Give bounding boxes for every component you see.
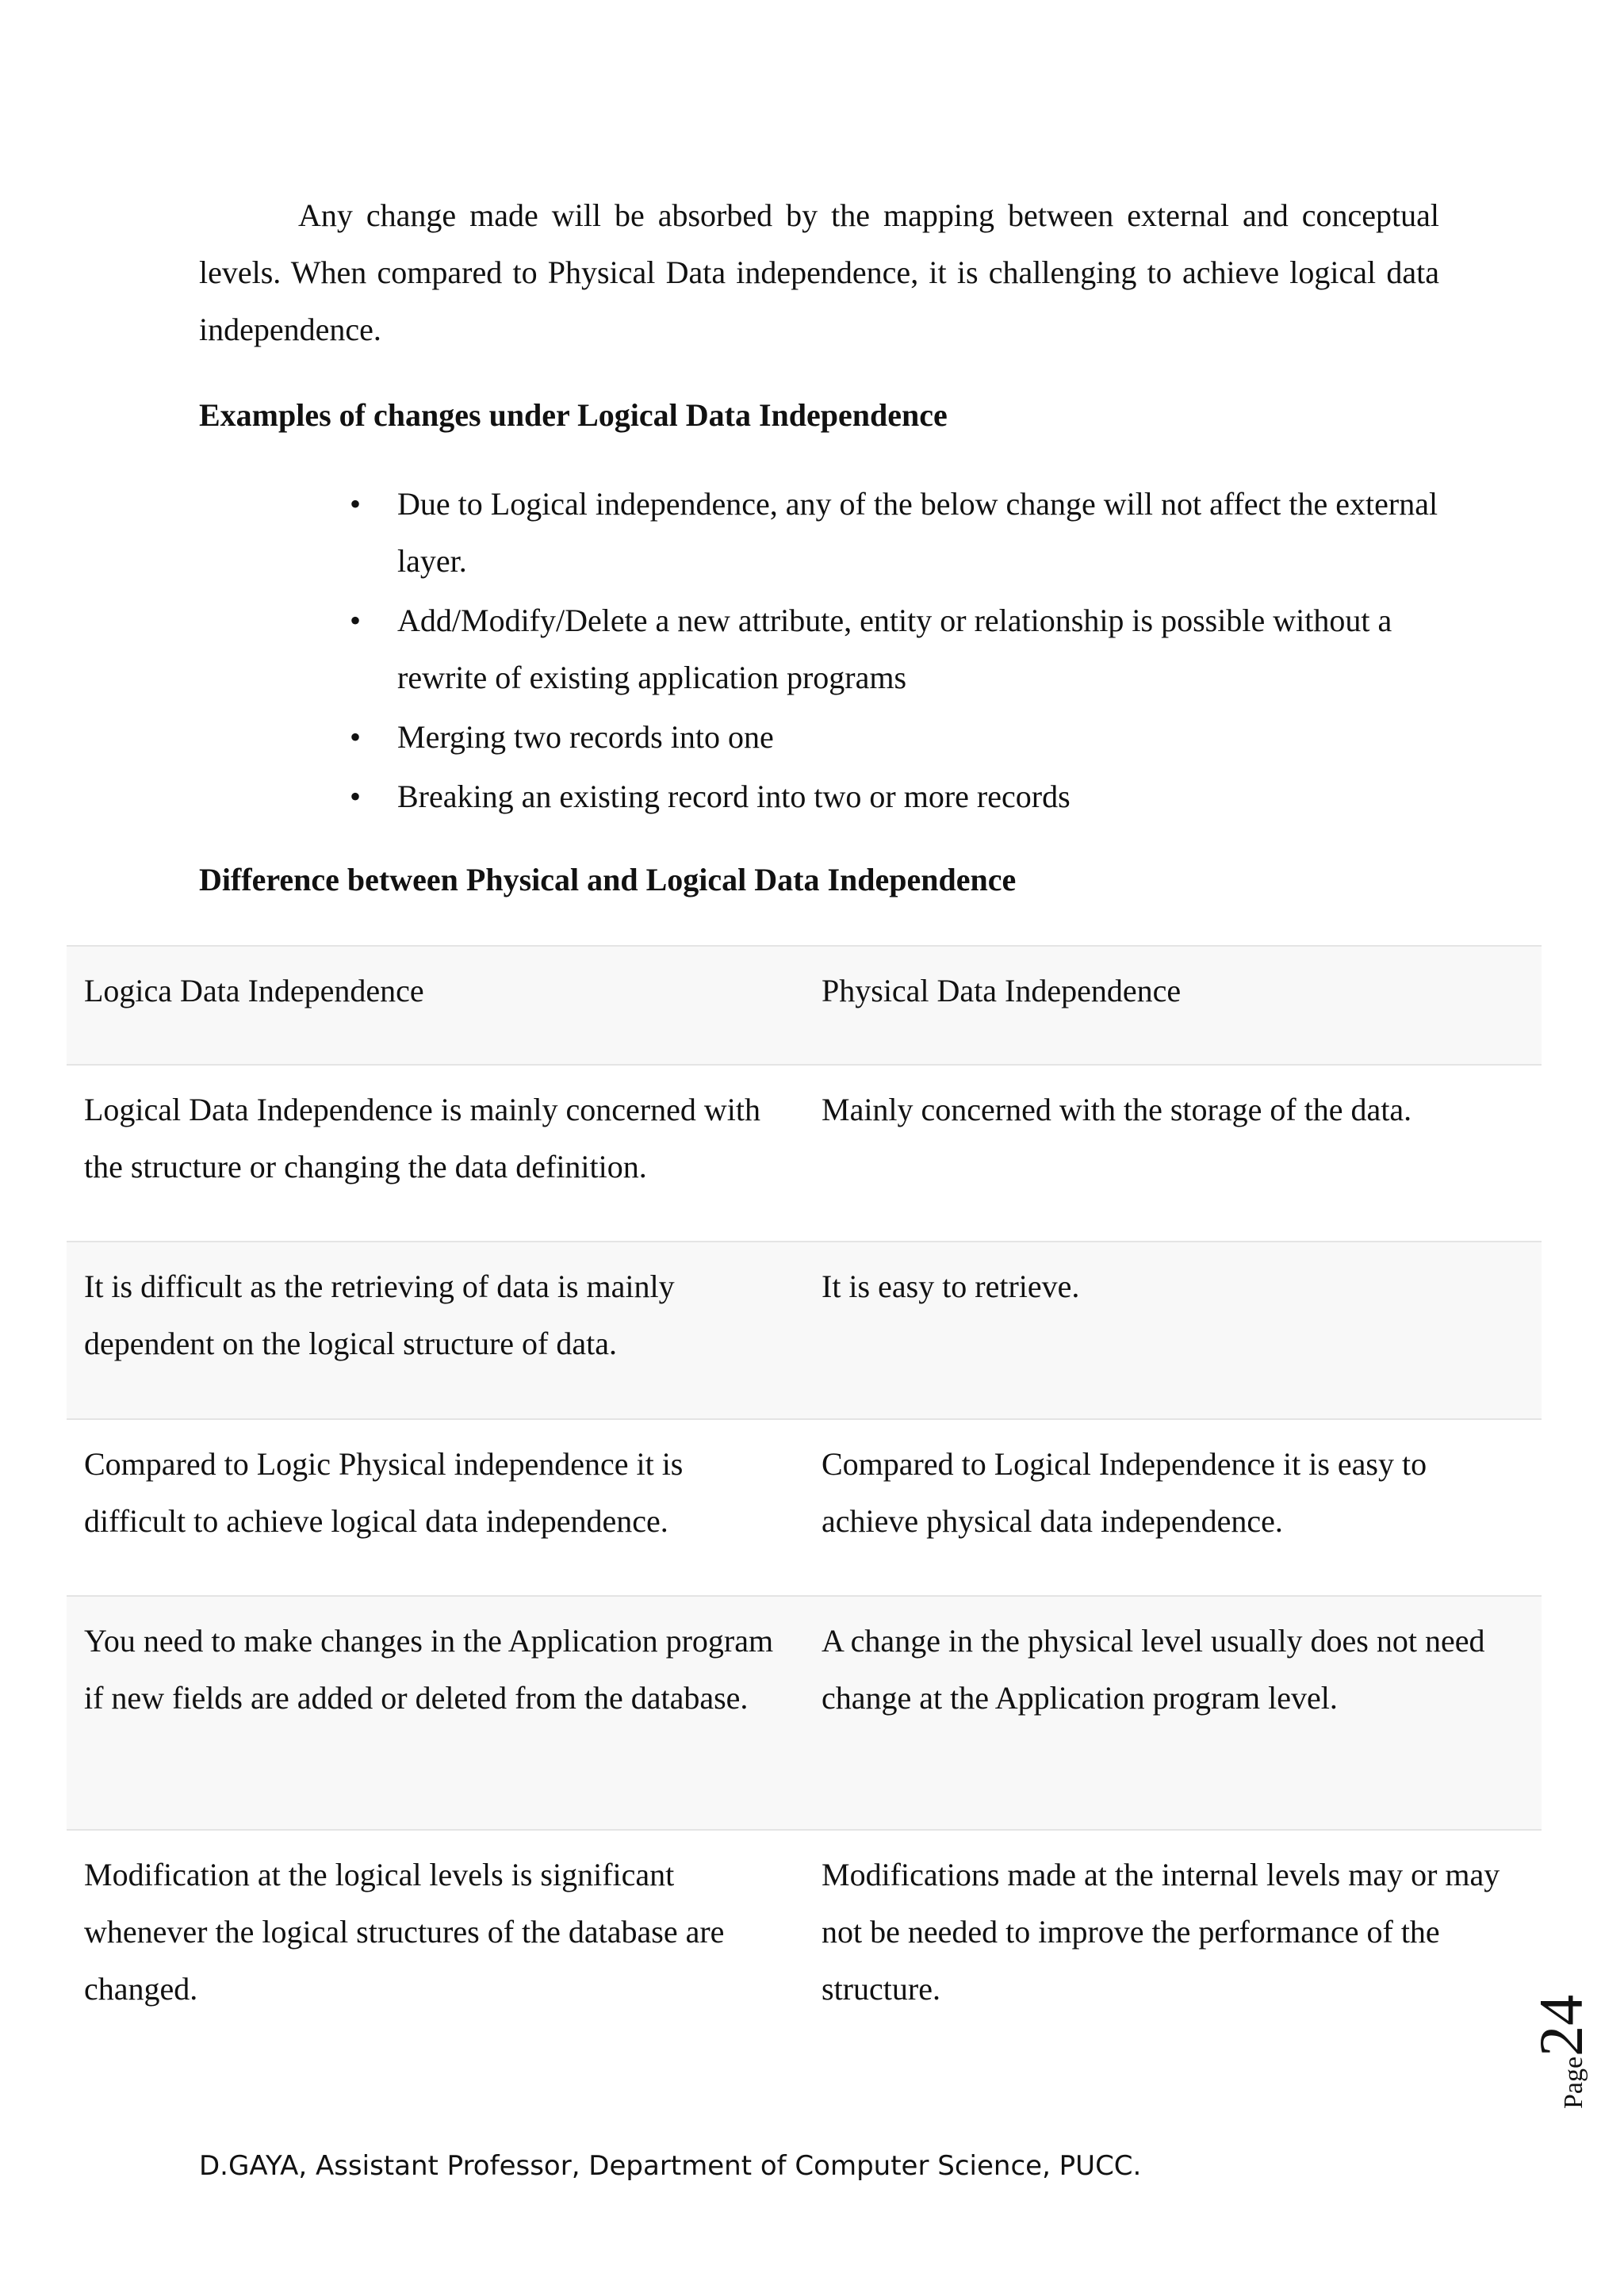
difference-heading: Difference between Physical and Logical Data Independence (199, 862, 1017, 897)
page-number: 24 (1526, 1994, 1595, 2057)
page-number-marker (1526, 1982, 1595, 2109)
list-item (199, 592, 1439, 706)
footer-text: D.GAYA, Assistant Professor, Department of Computer Science, PUCC. (199, 2150, 1142, 2182)
comparison-table (67, 945, 1542, 2052)
table-cell: Compared to Logic Physical independence it is difficult to achieve logical data independence. (67, 1419, 804, 1596)
list-item-text: Add/Modify/Delete a new attribute, entity or relationship is possible without a rewrite of existing application programs (397, 603, 1392, 695)
list-item (199, 476, 1439, 590)
table-cell: You need to make changes in the Application program if new fields are added or deleted from the database. (67, 1596, 804, 1830)
list-item (199, 768, 1439, 825)
list-item-text: Merging two records into one (397, 719, 774, 755)
bullet-icon: • (350, 779, 362, 814)
bullet-icon: • (350, 603, 362, 638)
table-cell: Compared to Logical Independence it is easy to achieve physical data independence. (804, 1419, 1542, 1596)
table-cell: It is difficult as the retrieving of data is mainly dependent on the logical structure of data. (67, 1242, 804, 1419)
intro-paragraph: Any change made will be absorbed by the mapping between external and conceptual levels. When compared to Physical Data independence, it is challenging to achieve logical data independence. (199, 197, 1439, 347)
table-cell: Modifications made at the internal levels may or may not be needed to improve the performance of the structure. (804, 1830, 1542, 2052)
table-cell: Modification at the logical levels is significant whenever the logical structures of the database are changed. (67, 1830, 804, 2052)
bullet-icon: • (350, 719, 362, 755)
examples-heading: Examples of changes under Logical Data Independence (199, 397, 948, 433)
table-row (67, 1065, 1542, 1242)
table-row (67, 1830, 1542, 2052)
table-cell: A change in the physical level usually does not need change at the Application program level. (804, 1596, 1542, 1830)
list-item-text: Due to Logical independence, any of the below change will not affect the external layer. (397, 486, 1438, 579)
table-cell: It is easy to retrieve. (804, 1242, 1542, 1419)
table-header-cell: Logica Data Independence (67, 946, 804, 1065)
examples-list (199, 476, 1439, 828)
table-row (67, 1419, 1542, 1596)
table-header-row (67, 946, 1542, 1065)
list-item (199, 709, 1439, 766)
bullet-icon: • (350, 486, 362, 522)
table-cell: Mainly concerned with the storage of the data. (804, 1065, 1542, 1242)
list-item-text: Breaking an existing record into two or more records (397, 779, 1071, 814)
table-cell: Logical Data Independence is mainly concerned with the structure or changing the data definition. (67, 1065, 804, 1242)
table-header-cell: Physical Data Independence (804, 946, 1542, 1065)
table-row (67, 1596, 1542, 1830)
table-row (67, 1242, 1542, 1419)
page-label: Page (1559, 2056, 1588, 2109)
